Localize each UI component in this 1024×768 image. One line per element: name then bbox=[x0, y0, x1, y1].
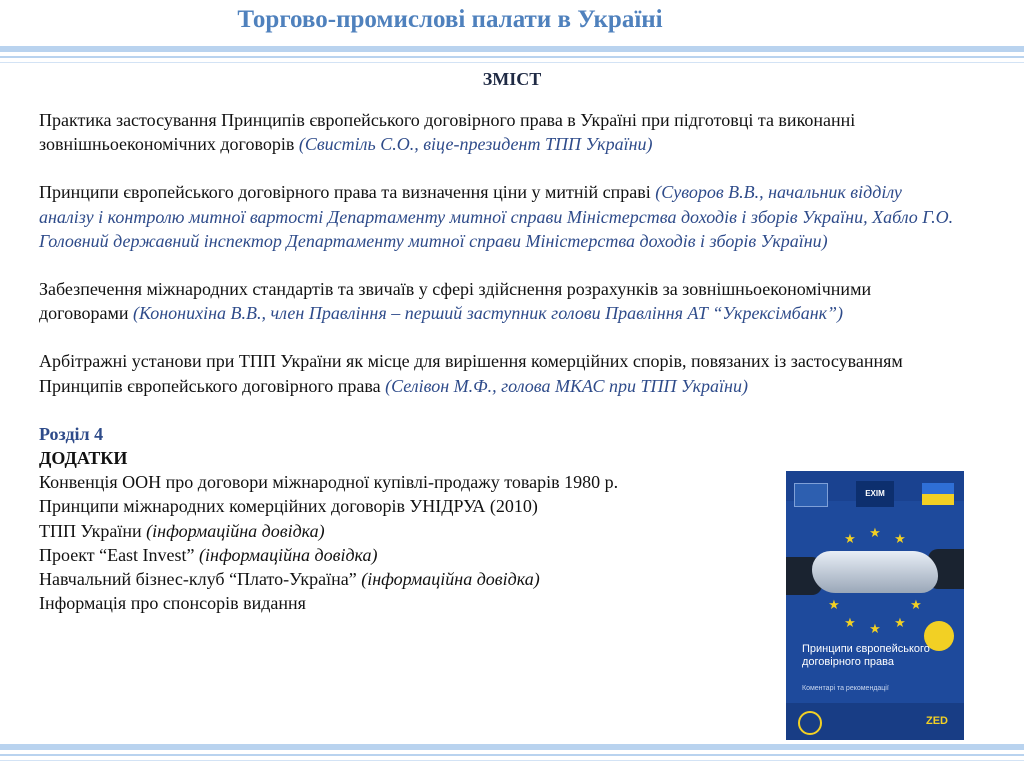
toc-entry-text: Забезпечення міжнародних стандартів та звичаїв у сфері здійснення розрахунків за зовнішньоекономічними договорами bbox=[39, 279, 872, 324]
toc-entry-author: (Кононихіна В.В., член Правління – перший заступник голови Правління АТ “Укрексімбанк”) bbox=[132, 303, 844, 324]
svg-text:★: ★ bbox=[869, 622, 881, 637]
toc-entry-text: Практика застосування Принципів європейського договірного права в Україні при підготовці та виконанні зовнішньоекономічних договорів bbox=[39, 110, 856, 155]
toc-entry-author: (Суворов В.В., начальник відділу аналізу і контролю митної вартості Департаменту митної справи Міністерства доходів і зборів України, Хабло Г.О. Головний державний інспектор Департаменту митної справи Міністерства доходів і зборів України) bbox=[39, 182, 954, 251]
toc-entry bbox=[39, 180, 959, 253]
toc-entry-author: (Селівон М.Ф., голова МКАС при ТПП України) bbox=[385, 375, 748, 396]
section-label: Розділ 4 bbox=[39, 423, 104, 444]
svg-text:★: ★ bbox=[844, 616, 856, 631]
svg-text:★: ★ bbox=[828, 598, 840, 613]
header-rule bbox=[0, 46, 1024, 52]
page-title: Торгово-промислові палати в Україні bbox=[237, 6, 663, 33]
svg-text:★: ★ bbox=[844, 532, 856, 547]
toc-heading: ЗМІСТ bbox=[482, 69, 542, 89]
toc-entry bbox=[39, 277, 959, 325]
toc-entry-author: (Свистіль С.О., віце-президент ТПП України) bbox=[298, 134, 653, 155]
cover-subtitle: Коментарі та рекомендації bbox=[802, 685, 889, 692]
toc-entry-text: Арбітражні установи при ТПП України як місце для вирішення комерційних спорів, повязаних із застосуванням Принципів європейського договірного права bbox=[39, 351, 903, 396]
tpp-logo-icon bbox=[798, 711, 822, 735]
toc-entry bbox=[39, 349, 934, 397]
toc-entry-text: Принципи європейського договірного права та визначення ціни у митній справі bbox=[39, 182, 656, 203]
svg-text:★: ★ bbox=[894, 532, 906, 547]
header-rule bbox=[0, 62, 1024, 63]
appendix-item-note: (інформаційна довідка) bbox=[146, 520, 325, 541]
eu-stars-icon bbox=[786, 471, 964, 740]
header-rule bbox=[0, 56, 1024, 58]
appendix-item-text: Навчальний бізнес-клуб “Плато-Україна” bbox=[39, 569, 362, 590]
svg-text:★: ★ bbox=[894, 616, 906, 631]
svg-text:★: ★ bbox=[910, 598, 922, 613]
exim-logo: EXIM bbox=[856, 481, 894, 507]
book-cover-image bbox=[786, 471, 964, 740]
appendix-item-text: Принципи міжнародних комерційних договорів УНІДРУА (2010) bbox=[39, 496, 538, 517]
section-title: ДОДАТКИ bbox=[39, 448, 128, 469]
handshake-icon bbox=[812, 551, 938, 593]
footer-rule bbox=[0, 754, 1024, 756]
footer-rule bbox=[0, 760, 1024, 761]
toc-entry bbox=[39, 108, 959, 156]
appendix-item-note: (інформаційна довідка) bbox=[199, 544, 378, 565]
cover-title: Принципи європейського договірного права bbox=[802, 643, 930, 668]
appendix-item-text: Конвенція ООН про договори міжнародної купівлі-продажу товарів 1980 р. bbox=[39, 472, 619, 493]
appendix-item-text: ТПП України bbox=[39, 520, 147, 541]
appendix-item-text: Проект “East Invest” bbox=[39, 544, 200, 565]
footer-rule bbox=[0, 744, 1024, 750]
appendix-item-text: Інформація про спонсорів видання bbox=[39, 593, 306, 614]
svg-text:★: ★ bbox=[869, 526, 881, 541]
zed-logo: ZED bbox=[926, 715, 948, 727]
appendix-item-note: (інформаційна довідка) bbox=[361, 569, 540, 590]
